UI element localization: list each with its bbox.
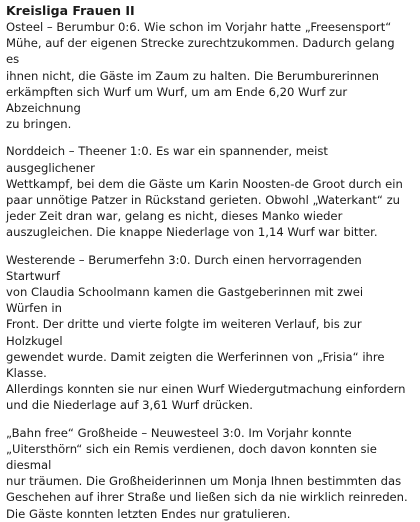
- article-headline: Kreisliga Frauen II: [6, 3, 135, 18]
- paragraph-osteel-berumbur: Osteel – Berumbur 0:6. Wie schon im Vorjahr hatte „Freesensport“ Mühe, auf der eigenen Strecke zurechtzukommen. Dadurch gelang es ihnen nicht, die Gäste im Zaum zu halten. Die Berumburerinnen erkämpften sich Wurf um Wurf, um am Ende 6,20 Wurf zur Abzeichnung zu bringen.: [6, 20, 395, 132]
- paragraph-grossheide-neuwesteel: „Bahn free“ Großheide – Neuwesteel 3:0. Im Vorjahr konnte „Uitersthörn“ sich ein Remis verdienen, doch davon konnten sie diesmal nur träumen. Die Großheiderinnen um Monja Ihnen bestimmten das Geschehen auf ihrer Straße und ließen sich da nie wirklich reinreden. Die Gäste konnten letzten Endes nur gratulieren.: [6, 425, 408, 521]
- paragraph-norddeich-theener: Norddeich – Theener 1:0. Es war ein spannender, meist ausgeglichener Wettkampf, bei dem die Gäste um Karin Noosten-de Groot durch ein paar unnötige Patzer in Rückstand gerieten. Obwohl „Waterkant“ zu jeder Zeit dran war, gelang es nicht, dieses Manko wieder auszugleichen. Die knappe Niederlage von 1,14 Wurf war bitter.: [6, 144, 403, 240]
- paragraph-westerende-berumerfehn: Westerende – Berumerfehn 3:0. Durch einen hervorragenden Startwurf von Claudia Schoolmann kamen die Gastgeberinnen mit zwei Würfen in Front. Der dritte und vierte folgte im weiteren Verlauf, bis zur Holzkugel gewendet wurde. Damit zeigten die Werferinnen von „Frisia“ ihre Klasse. Allerdings konnten sie nur einen Wurf Wiedergutmachung einfordern und die Niederlage auf 3,61 Wurf drücken.: [6, 252, 406, 413]
